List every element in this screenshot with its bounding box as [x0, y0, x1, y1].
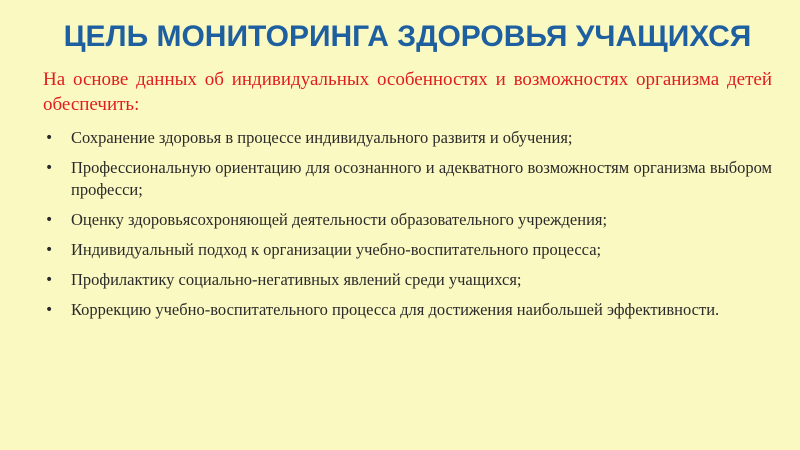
bullet-icon: • — [45, 130, 54, 146]
list-item-text: Сохранение здоровья в процессе индивидуального развитя и обучения; — [71, 128, 573, 147]
bullet-icon: • — [45, 212, 54, 228]
bullet-list — [43, 127, 772, 321]
bullet-icon: • — [45, 242, 54, 258]
intro-text: На основе данных об индивидуальных особенностях и возможностях организма детей обеспечить: — [43, 69, 772, 115]
list-item-text: Оценку здоровьясохроняющей деятельности образовательного учреждения; — [71, 210, 608, 229]
list-item-text: Профилактику социально-негативных явлений среди учащихся; — [71, 270, 522, 289]
list-item-text: Профессиональную ориентацию для осознанного и адекватного возможностям организма выбором професси; — [71, 158, 772, 199]
list-item — [43, 157, 772, 201]
list-item — [43, 299, 772, 321]
list-item — [43, 269, 772, 291]
bullet-icon: • — [45, 302, 54, 318]
bullet-icon: • — [45, 160, 54, 176]
bullet-icon: • — [45, 272, 54, 288]
list-item — [43, 127, 772, 149]
list-item — [43, 239, 772, 261]
list-item-text: Коррекцию учебно-воспитательного процесса для достижения наибольшей эффективности. — [71, 300, 720, 319]
slide-title: ЦЕЛЬ МОНИТОРИНГА ЗДОРОВЬЯ УЧАЩИХСЯ — [63, 20, 752, 53]
list-item — [43, 209, 772, 231]
list-item-text: Индивидуальный подход к организации учебно-воспитательного процесса; — [71, 240, 602, 259]
